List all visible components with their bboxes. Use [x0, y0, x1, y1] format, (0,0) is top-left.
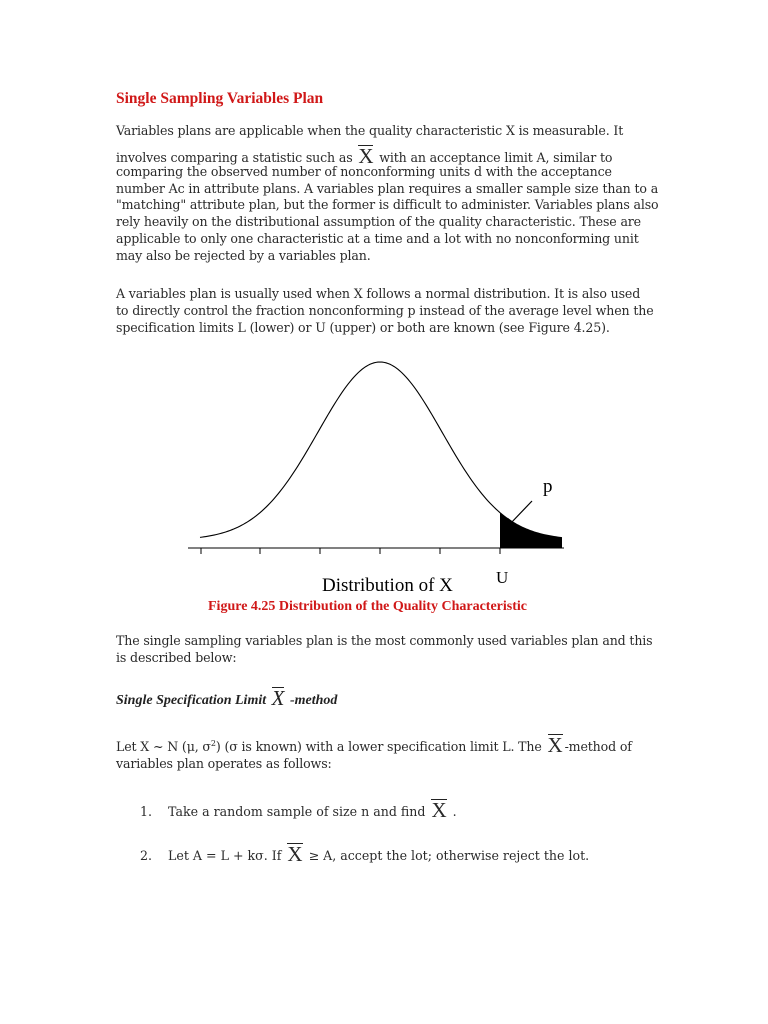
list-text-end: . — [452, 804, 457, 819]
para4-line1-end: -method of — [564, 739, 632, 754]
para1-line6: rely heavily on the distributional assumption of the quality characteristic. These are — [116, 214, 641, 230]
normal-curve — [200, 362, 562, 538]
para1-line2-end: with an acceptance limit A, similar to — [379, 149, 613, 165]
paragraph-normal — [116, 286, 656, 336]
para1-line7: applicable to only one characteristic at a time and a lot with no nonconforming unit — [116, 230, 639, 246]
para4-line1-middle: ) (σ is known) with a lower specification limit L. The — [215, 739, 542, 754]
xbar-symbol: X — [271, 686, 285, 710]
list-text-start: Let A = L + kσ. If — [168, 848, 282, 863]
xbar-symbol: X — [358, 143, 374, 168]
u-label: U — [496, 568, 509, 587]
list-item — [140, 844, 589, 865]
figure-caption: Figure 4.25 Distribution of the Quality Characteristic — [208, 599, 527, 614]
xbar-symbol: X — [431, 798, 447, 822]
para1-line1: Variables plans are applicable when the quality characteristic X is measurable. It — [116, 123, 624, 138]
p-arrow-shaft — [510, 501, 532, 524]
list-number: 1. — [140, 804, 153, 819]
para1-line5: "matching" attribute plan, but the former is difficult to administer. Variables plans also — [116, 197, 659, 213]
para1-line2-start: involves comparing a statistic such as — [116, 149, 353, 165]
paragraph-method — [116, 735, 656, 773]
x-axis-label: Distribution of X — [322, 575, 453, 596]
para1-line8: may also be rejected by a variables plan. — [116, 247, 371, 263]
para1-line3: comparing the observed number of nonconforming units d with the acceptance — [116, 163, 612, 179]
paragraph-intro — [116, 123, 659, 265]
xbar-symbol: X — [547, 733, 563, 757]
subheading — [116, 688, 337, 709]
para2-line3: specification limits L (lower) or U (upper) or both are known (see Figure 4.25). — [116, 319, 610, 335]
para3-line2: is described below: — [116, 649, 237, 665]
distribution-figure — [180, 350, 600, 600]
list-item — [140, 800, 457, 821]
para3-line1: The single sampling variables plan is the most commonly used variables plan and this — [116, 633, 653, 648]
para2-line2: to directly control the fraction nonconforming p instead of the average level when the — [116, 302, 654, 318]
para4-line1 — [116, 735, 656, 756]
list-text-end: ≥ A, accept the lot; otherwise reject the lot. — [308, 848, 590, 863]
xbar-symbol: X — [287, 842, 303, 866]
para4-line1-start: Let X ~ N (μ, σ — [116, 739, 211, 754]
page-title: Single Sampling Variables Plan — [116, 90, 324, 107]
para4-line2: variables plan operates as follows: — [116, 756, 332, 771]
subheading-end: -method — [289, 693, 338, 708]
para1-line4: number Ac in attribute plans. A variables plan requires a smaller sample size than to a — [116, 180, 659, 196]
subheading-start: Single Specification Limit — [116, 693, 267, 708]
para2-line1: A variables plan is usually used when X follows a normal distribution. It is also used — [116, 286, 641, 301]
list-text-start: Take a random sample of size n and find — [168, 804, 426, 819]
list-number: 2. — [140, 848, 153, 863]
p-label: p — [543, 476, 553, 497]
paragraph-description — [116, 633, 656, 667]
para4-superscript: 2 — [210, 739, 216, 748]
